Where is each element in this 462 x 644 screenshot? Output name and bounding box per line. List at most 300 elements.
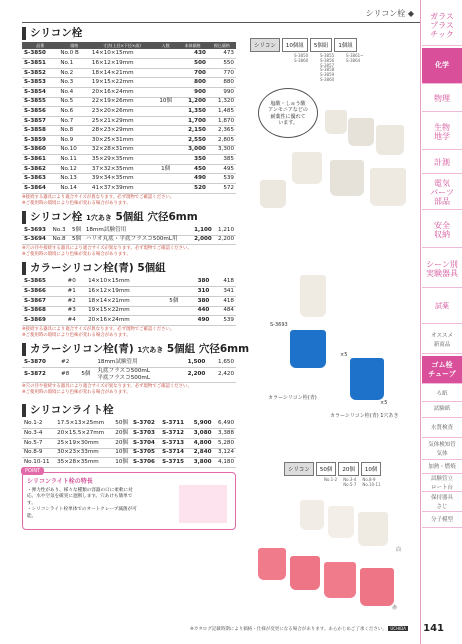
light-plug-red [258,548,286,580]
table-row [22,174,236,184]
table-cell: 2,365 [208,126,236,136]
plug-white [325,110,347,134]
header-symbol: ◆ [407,9,414,18]
table-cell: 4,800 [189,438,213,448]
table-cell: S-3861 [22,155,58,165]
table-row [22,164,236,174]
section-title-color-silicone-plug: カラーシリコン栓(青) 5個組 [22,262,418,275]
chip: 1個組 [334,38,357,52]
table-cell: S-3850 [22,49,58,59]
table-cell: No.2 [58,68,90,78]
table-row [22,458,236,468]
table-cell [154,136,177,146]
table-cell: 310 [185,287,211,297]
caption-s3693: S-3693 [270,322,288,328]
table-cell: No.3 [58,78,90,88]
point-box [22,467,236,530]
category-sidebar [420,0,462,644]
table-cell: No.14 [58,184,90,194]
table-cell: #4 [66,316,87,326]
table-cell: 418 [211,277,236,287]
table-cell: 500 [177,59,207,69]
table-cell: No.11 [58,155,90,165]
table-cell: 1,350 [177,107,207,117]
table-row [22,97,236,107]
resistance-bubble: 塩酸・しゅう酸 アンモニアなどの 耐薬性に優れて います。 [258,88,318,138]
plug-white [260,180,286,208]
table-row [22,59,236,69]
table-cell: 1,100 [190,226,214,236]
table-row [22,316,236,326]
table-cell: #0 [66,277,87,287]
table-cell: S-3704 [131,438,160,448]
table-cell: S-3865 [22,277,66,287]
chip: 50個 [316,462,337,476]
table-row [22,126,236,136]
table-row [22,419,236,429]
table-cell: S-3863 [22,174,58,184]
table-cell: S-3867 [22,296,66,306]
table-row [22,136,236,146]
table-cell: 520 [177,184,207,194]
sidebar-tab: 分子模型 [422,514,462,528]
table-cell: S-3854 [22,88,58,98]
table-cell: No.4 [58,88,90,98]
light-plug-red [360,568,394,606]
table-cell [154,49,177,59]
table-cell: 41×37×39mm [90,184,154,194]
sidebar-tab: 安全 収納 [422,212,462,248]
caption-white: 白 [396,547,402,553]
table-cell: No.3-4 [22,429,55,439]
table-header: 寸法(上径×下径×高) [90,42,154,49]
product-images [250,38,415,83]
sidebar-tab: オススメ 新商品 [422,328,462,354]
table-cell: 550 [208,59,236,69]
table-cell: 20×15.5×27mm [55,429,112,439]
table-cell: 1,485 [208,107,236,117]
table-cell: 20×16×24mm [90,88,154,98]
table-cell: S-3858 [22,126,58,136]
table-cell: 50個 [112,419,131,429]
table-cell: S-3706 [131,458,160,468]
chip: シリコン [284,462,314,476]
table-cell: 25×19×30mm [55,438,112,448]
point-list [27,488,137,521]
table-cell: 23×20×26mm [90,107,154,117]
silicone-plug-hole-table [22,226,236,246]
table-cell: 3,800 [189,458,213,468]
table-cell [154,145,177,155]
table-row [22,296,236,306]
table-cell: No.1-2 [22,419,55,429]
plug-blue-hole [350,358,384,400]
size-chips [250,38,415,52]
table-cell [163,287,185,297]
table-cell: S-3857 [22,116,58,126]
table-cell: S-3860 [22,145,58,155]
table-cell: 495 [208,164,236,174]
note-2: ※穴の径や接続する器具により適合サイズが異なります。必ず現物でご確認ください。 ※ご使用時の環境により色味が変わる場合があります。 [22,246,192,258]
table-row [22,306,236,316]
table-cell: S-3869 [22,316,66,326]
table-cell: No.8 [58,126,90,136]
page-number: 141 [423,623,444,634]
table-cell: No.10-11 [22,458,55,468]
chip: 20個 [338,462,359,476]
sidebar-tab: ガラス プラス チック [422,6,462,46]
table-cell: 418 [211,296,236,306]
table-cell: 14×10×15mm [90,49,154,59]
table-row [22,287,236,297]
light-plug-white [328,506,354,538]
table-cell: S-3855 [22,97,58,107]
page-header [0,6,420,22]
caption-red: 赤 [392,605,398,611]
table-cell [154,88,177,98]
table-cell: S-3702 [131,419,160,429]
table-row [22,78,236,88]
table-cell: S-3715 [160,458,189,468]
table-row [22,367,236,382]
sidebar-tab: 電気 パーツ 部品 [422,176,462,210]
table-row [22,226,236,236]
table-cell: 3,000 [177,145,207,155]
table-cell: No.1 [58,59,90,69]
table-cell: 900 [177,88,207,98]
table-header: 品番 [22,42,58,49]
table-cell: #2 [66,296,87,306]
table-cell: S-3712 [160,429,189,439]
sidebar-tab: 計測 [422,152,462,174]
table-row [22,145,236,155]
table-cell: 18mm試験管用 [84,226,190,236]
table-cell: 5個 [163,296,185,306]
table-cell: No.3 [51,226,70,236]
footer-note: ※カタログ記載時期により価格・仕様が変更になる場合があります。あらかじめご了承ください。 UCHIDA [190,626,407,632]
header-rule [22,22,420,23]
table-cell: S-3868 [22,306,66,316]
footer-logo: UCHIDA [390,626,407,631]
table-cell: 770 [208,68,236,78]
table-cell: 20個 [112,438,131,448]
table-cell: 5個 [69,235,84,245]
table-cell [154,184,177,194]
point-item: ・シリコンライト栓単体でのオートクレーブ滅菌が可能。 [27,507,137,519]
table-cell: 1,210 [214,226,236,236]
table-cell: S-3859 [22,136,58,146]
table-cell: 385 [208,155,236,165]
table-cell: 10個 [112,448,131,458]
light-plug-white [358,512,388,546]
note-3: ※接続する器具により適合サイズが異なります。必ず現物でご確認ください。 ※ご使用時の環境により色味が変わる場合があります。 [22,326,175,338]
table-cell [154,107,177,117]
light-plug-red [324,562,356,598]
table-row [22,88,236,98]
silicone-plug-table [22,42,236,194]
table-cell: S-3856 [22,107,58,117]
table-cell: 4,180 [213,458,236,468]
table-cell [163,306,185,316]
table-cell: S-3705 [131,448,160,458]
table-cell: No.5-7 [22,438,55,448]
table-cell [163,277,185,287]
table-cell: 14×10×15mm [86,277,163,287]
table-cell [154,68,177,78]
table-cell: 30×25×31mm [90,136,154,146]
table-cell: 1,200 [177,97,207,107]
table-cell: 1,870 [208,116,236,126]
table-cell: 2,200 [214,235,236,245]
table-cell: 990 [208,88,236,98]
table-cell: 2,420 [207,367,236,382]
table-cell: No.9 [58,136,90,146]
table-cell: No.12 [58,164,90,174]
table-cell: 572 [208,184,236,194]
caption-color-plug: カラーシリコン栓(青) [268,395,317,401]
table-cell: 20×16×24mm [86,316,163,326]
table-cell: 5,900 [189,419,213,429]
plug-white [376,125,404,155]
table-cell: No.7 [58,116,90,126]
table-cell: 341 [211,287,236,297]
header-category: シリコン栓 [365,9,406,18]
table-cell: ハリオ丸底・平底フラスコ500mL用 [84,235,190,245]
table-cell [154,59,177,69]
table-cell: 3,080 [189,429,213,439]
table-cell: No.6 [58,107,90,117]
table-cell: 18×14×21mm [86,296,163,306]
table-cell: 3,124 [213,448,236,458]
point-title: シリコンライト栓の特長 [27,477,93,485]
table-cell: 17.5×13×25mm [55,419,112,429]
table-cell [77,358,96,368]
table-cell: 1個 [154,164,177,174]
plug-white [330,160,364,196]
table-cell: 2,805 [208,136,236,146]
table-cell: 430 [177,49,207,59]
plug-white [370,168,406,206]
plug-hole-white [300,275,326,317]
table-cell: 1,320 [208,97,236,107]
table-cell: 539 [211,316,236,326]
table-cell: 450 [177,164,207,174]
table-row [22,438,236,448]
table-row [22,49,236,59]
table-row [22,107,236,117]
table-header: 本体価格 [177,42,207,49]
sidebar-tab: 試験紙 [422,402,462,418]
sidebar-tab: 保持器具 さじ [422,494,462,512]
table-cell: S-3851 [22,59,58,69]
color-silicone-plug-hole-table [22,358,236,384]
table-cell: 800 [177,78,207,88]
table-cell: 350 [177,155,207,165]
table-cell [154,126,177,136]
table-cell: S-3853 [22,78,58,88]
table-cell: 490 [185,316,211,326]
table-cell: S-3694 [22,235,51,245]
sidebar-tab: 気体検知管 気体 [422,440,462,460]
table-cell: 35×29×35mm [90,155,154,165]
table-cell: 6,490 [213,419,236,429]
note-1: ※接続する器具により適合サイズが異なります。必ず現物でご確認ください。 ※ご使用時の環境により色味が変わる場合があります。 [22,194,175,206]
table-cell [154,78,177,88]
table-cell: 484 [211,306,236,316]
table-cell: 880 [208,78,236,88]
note-4: ※穴の径や接続する器具により適合サイズが異なります。必ず現物でご確認ください。 ※ご使用時の環境により色味が変わる場合があります。 [22,384,192,396]
light-plug-red [290,556,320,590]
table-cell: 16×12×19mm [90,59,154,69]
table-cell: 20個 [112,429,131,439]
table-row [22,116,236,126]
sidebar-tab: ゴム栓 チューブ [422,356,462,384]
color-silicone-plug-table [22,277,236,325]
table-row [22,358,236,368]
table-cell: 2,840 [189,448,213,458]
table-header: 入数 [154,42,177,49]
sidebar-tab: 加熱・燃焼 [422,462,462,474]
table-cell: 19×15×22mm [86,306,163,316]
table-cell: 16×12×19mm [86,287,163,297]
table-cell: 440 [185,306,211,316]
chip: 10個組 [282,38,308,52]
table-cell: 2,000 [190,235,214,245]
plug-white [348,118,374,146]
table-cell: S-3852 [22,68,58,78]
main-content [22,27,418,530]
table-cell: 3,388 [213,429,236,439]
table-cell: 490 [177,174,207,184]
table-cell: 18mm試験管用 [95,358,176,368]
silicone-light-plug-table [22,419,236,467]
table-cell: 700 [177,68,207,78]
section-title-silicone-plug-hole: シリコン栓 1穴あき 5個組 穴径6mm [22,211,418,224]
table-cell: 39×34×35mm [90,174,154,184]
table-cell: S-3703 [131,429,160,439]
sidebar-tab: 水質検査 [422,420,462,438]
table-cell: S-3870 [22,358,59,368]
table-cell: S-3864 [22,184,58,194]
plug-white [292,152,322,184]
table-cell: No.13 [58,174,90,184]
table-cell: 5,280 [213,438,236,448]
sidebar-tab: 試薬 [422,290,462,324]
table-cell: No.10 [58,145,90,155]
table-cell: No.8 [51,235,70,245]
sidebar-tab: 生物 地学 [422,114,462,150]
table-cell: 18×14×21mm [90,68,154,78]
table-cell: No.0 B [58,49,90,59]
table-cell [154,174,177,184]
table-cell: S-3711 [160,419,189,429]
table-cell: #8 [59,367,77,382]
sidebar-tab: シーン別 実験器具 [422,250,462,288]
table-cell: No.8-9 [22,448,55,458]
table-cell: S-3872 [22,367,59,382]
table-cell: 25×21×29mm [90,116,154,126]
table-cell: No.5 [58,97,90,107]
table-row [22,68,236,78]
table-row [22,235,236,245]
table-cell: 1,650 [207,358,236,368]
table-cell: 2,200 [176,367,207,382]
table-row [22,448,236,458]
table-cell: 32×28×31mm [90,145,154,155]
table-cell: 1,700 [177,116,207,126]
light-chips: シリコン 50個 20個 10個 No.1-2 No.3-4 No.5-7 No.8-9 No.10-11 [284,462,381,488]
caption-color-plug-hole: カラーシリコン栓(青) 1穴あき [330,413,399,419]
point-item: ・弾力性があり、様々な種類の容器の口に柔軟に対応。水や空気を確実に遮断します。穴あけも簡単です。 [27,487,133,506]
section-title-color-silicone-plug-hole: カラーシリコン栓(青) 1穴あき 5個組 穴径6mm [22,343,418,356]
sidebar-tab: 試験管立 ロート台 [422,476,462,492]
table-cell: 2,550 [177,136,207,146]
light-plug-photo [179,485,227,523]
table-row [22,184,236,194]
table-cell: S-3862 [22,164,58,174]
table-cell: 22×19×26mm [90,97,154,107]
table-row [22,277,236,287]
table-cell: 28×23×29mm [90,126,154,136]
table-cell: #2 [59,358,77,368]
table-cell: 3,300 [208,145,236,155]
table-cell: 539 [208,174,236,184]
caption-x5-b: ×5 [380,400,388,406]
chip: 5個組 [310,38,333,52]
table-cell: S-3714 [160,448,189,458]
table-cell [154,116,177,126]
table-cell: 37×32×35mm [90,164,154,174]
sidebar-tab: 化学 [422,48,462,84]
table-header: 規格 [58,42,90,49]
table-cell: 473 [208,49,236,59]
chip-codes: S-3850 S-3860 S-3855 S-3856 S-3857 S-3858 S-3859 S-3860 S-3861~ S-3864 [294,53,364,82]
table-cell: 19×15×22mm [90,78,154,88]
table-cell: 1,500 [176,358,207,368]
table-cell: #3 [66,306,87,316]
table-cell: 35×28×35mm [55,458,112,468]
table-cell: S-3693 [22,226,51,236]
light-plug-white [300,500,324,530]
sidebar-tab: ろ紙 [422,388,462,402]
caption-x5-a: ×5 [340,352,348,358]
table-cell: 5個 [69,226,84,236]
sidebar-tab: 物理 [422,86,462,112]
chip: 10個 [361,462,382,476]
table-cell [163,316,185,326]
table-row [22,155,236,165]
table-cell: 380 [185,296,211,306]
plug-blue [290,330,326,368]
table-cell: #1 [66,287,87,297]
table-cell: S-3713 [160,438,189,448]
table-cell [154,155,177,165]
table-cell: 丸底フラスコ500mL 平底フラスコ500mL [95,367,176,382]
table-cell: 10個 [112,458,131,468]
table-cell: 380 [185,277,211,287]
table-cell: 30×23×33mm [55,448,112,458]
table-cell: 5個 [77,367,96,382]
point-badge: POINT [21,467,44,475]
table-header: 税込価格 [208,42,236,49]
section-title-silicone-plug: シリコン栓 [22,27,418,40]
section-title-silicone-light-plug: シリコンライト栓 [22,404,418,417]
table-cell: 10個 [154,97,177,107]
table-cell: S-3866 [22,287,66,297]
table-row [22,429,236,439]
table-cell: 2,150 [177,126,207,136]
chip: シリコン [250,38,280,52]
